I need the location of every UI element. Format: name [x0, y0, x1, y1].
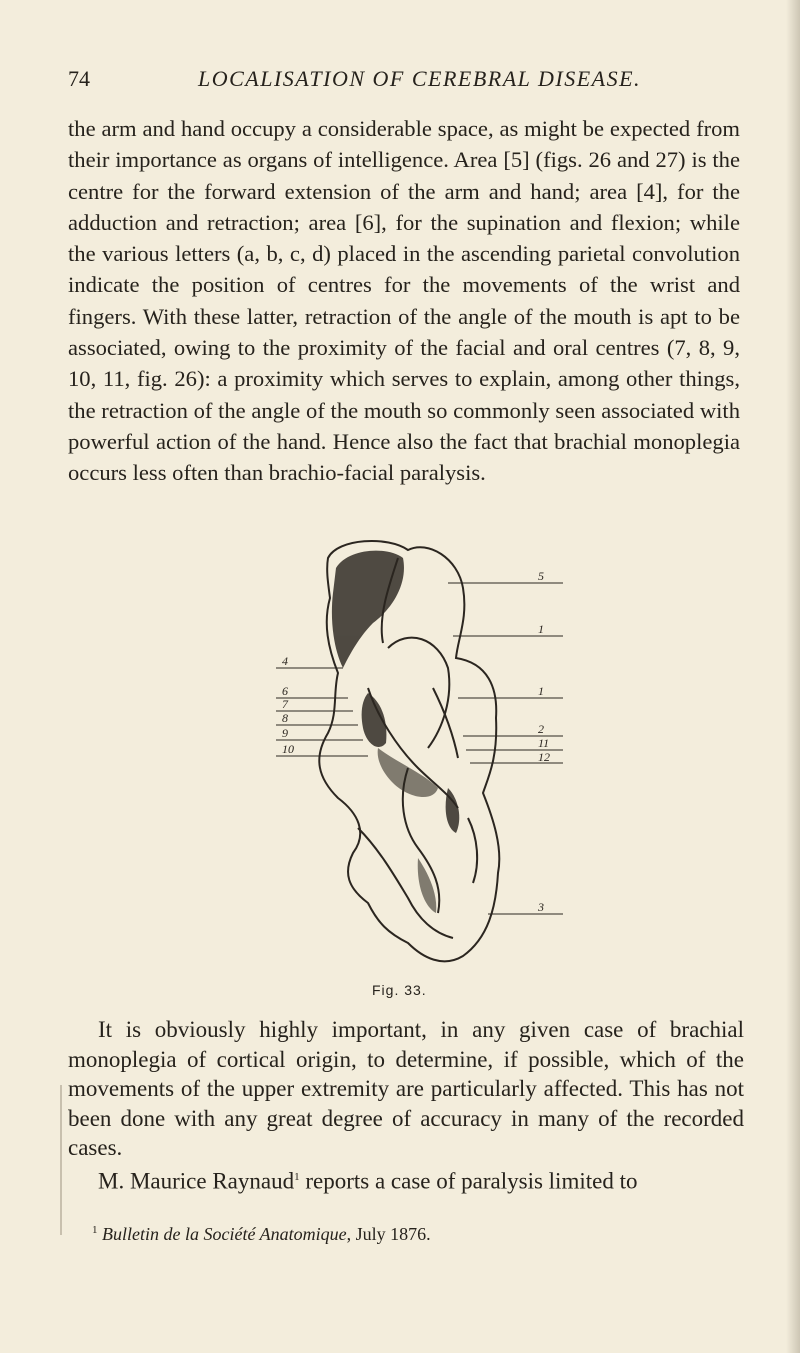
- paragraph-text-continued: [68, 1163, 744, 1196]
- paragraph-text-rest: reports a case of paralysis limited to: [299, 1168, 638, 1194]
- figure-label-right: 12: [538, 750, 550, 764]
- page-margin-mark: [60, 1085, 66, 1235]
- body-paragraph-1: [68, 113, 740, 489]
- figure-caption: Fig. 33.: [372, 982, 427, 998]
- paragraph-text: It is obviously highly important, in any given case of brachial monoplegia of cortical origin, to determine, if possible, which of the movements of the upper extremity are particularly affected. This has not been done with any great degree of accuracy in many of the recorded cases.: [68, 1017, 744, 1160]
- figure-label-right: 5: [538, 569, 544, 583]
- page-edge-shadow: [786, 0, 800, 1353]
- page-number: 74: [68, 66, 90, 91]
- figure-33: [258, 528, 588, 978]
- figure-label-right: 2: [538, 722, 544, 736]
- figure-label-left: 7: [282, 697, 288, 711]
- figure-label-left: 10: [282, 742, 294, 756]
- figure-label-left: 9: [282, 726, 288, 740]
- figure-label-left: 6: [282, 684, 288, 698]
- brain-section-illustration: [258, 528, 588, 978]
- figure-label-right: 1: [538, 622, 544, 636]
- footnote-mark: 1: [294, 1170, 300, 1183]
- figure-label-left: 4: [282, 654, 288, 668]
- footnote-date: , July 1876.: [346, 1224, 431, 1244]
- figure-label-left: 8: [282, 711, 288, 725]
- running-title: LOCALISATION OF CEREBRAL DISEASE.: [198, 66, 642, 91]
- footnote-mark: 1: [92, 1224, 98, 1236]
- figure-label-right: 11: [538, 736, 550, 750]
- footnote: [92, 1224, 431, 1245]
- figure-label-right: 1: [538, 684, 544, 698]
- figure-label-right: 3: [538, 900, 544, 914]
- paragraph-text: the arm and hand occupy a considerable space, as might be expected from their importance as organs of intelligence. Area [5] (figs. 26 and 27) is the centre for the forward extension of the arm and hand; area [4], for the adduction and retraction; area [6], for the supination and flexion; while the various letters (a, b, c, d) placed in the ascending parietal convolution indicate the position of centres for the movements of the wrist and fingers. With these latter, retraction of the angle of the mouth is apt to be associated, owing to the proximity of the facial and oral centres (7, 8, 9, 10, 11, fig. 26): a proximity which serves to explain, among other things, the retraction of the angle of the mouth so commonly seen associated with powerful action of the hand. Hence also the fact that brachial monoplegia occurs less often than brachio-facial paralysis.: [68, 116, 740, 486]
- author-reference: M. Maurice Raynaud: [98, 1168, 295, 1194]
- page-header: [68, 66, 748, 100]
- footnote-source: Bulletin de la Société Anatomique: [102, 1224, 347, 1244]
- body-paragraph-2: [68, 1015, 744, 1196]
